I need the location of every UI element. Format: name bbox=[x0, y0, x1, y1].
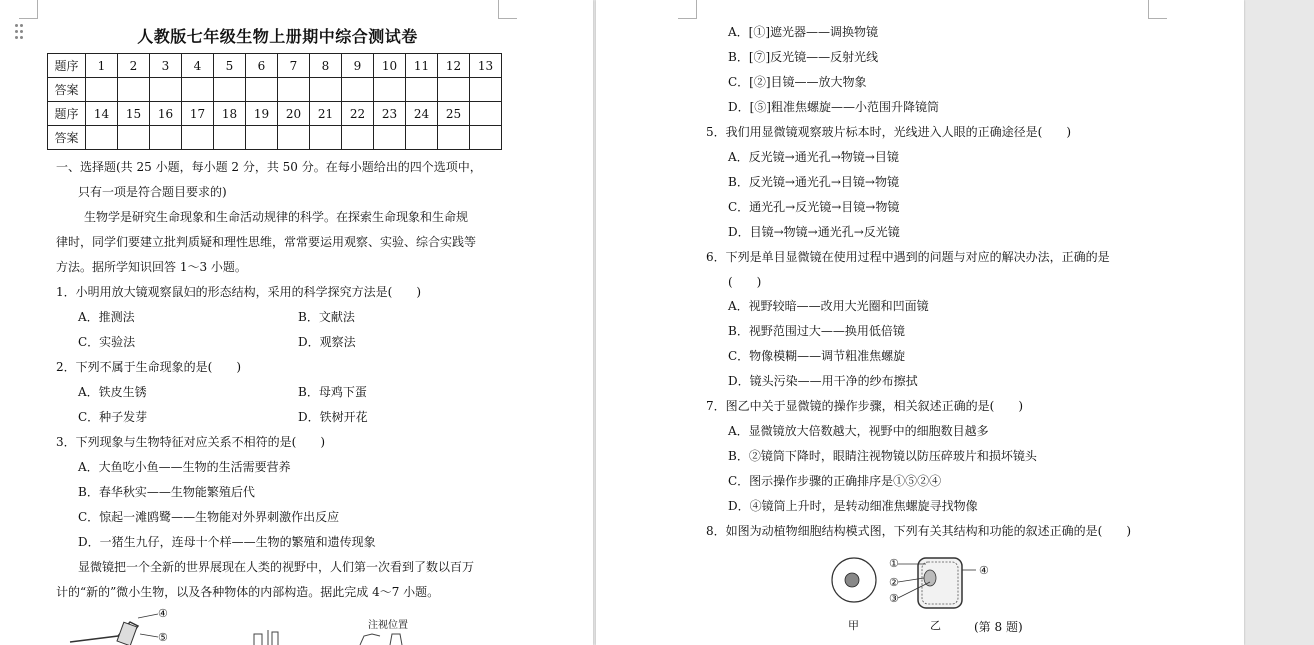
question-number: 1 bbox=[86, 54, 118, 78]
q2-option-d: D．铁树开花 bbox=[298, 410, 368, 424]
animal-nucleus bbox=[845, 573, 859, 587]
section-heading: 一、选择题(共 25 小题，每小题 2 分，共 50 分。在每小题给出的四个选项中， bbox=[56, 160, 482, 174]
question-number: 10 bbox=[374, 54, 406, 78]
question-1-stem: 1．小明用放大镜观察鼠妇的形态结构，采用的科学探究方法是( ) bbox=[56, 285, 422, 299]
question-number bbox=[470, 102, 502, 126]
answer-cell[interactable] bbox=[470, 78, 502, 102]
table-row bbox=[48, 126, 502, 150]
crop-mark bbox=[19, 0, 38, 19]
table-row bbox=[48, 102, 502, 126]
question-number: 4 bbox=[182, 54, 214, 78]
plant-cell bbox=[918, 558, 962, 608]
question-number: 7 bbox=[278, 54, 310, 78]
answer-cell[interactable] bbox=[310, 126, 342, 150]
question-number: 25 bbox=[438, 102, 470, 126]
intro-paragraph: 生物学是研究生命现象和生命活动规律的科学。在探索生命现象和生命规 bbox=[84, 210, 469, 224]
answer-cell[interactable] bbox=[118, 126, 150, 150]
figure-label-animal: 甲 bbox=[848, 619, 859, 632]
answer-cell[interactable] bbox=[470, 126, 502, 150]
row-label: 答案 bbox=[48, 78, 86, 102]
answer-cell[interactable] bbox=[118, 78, 150, 102]
answer-table bbox=[47, 53, 502, 150]
cell-diagram-figure bbox=[826, 552, 986, 622]
q1-option-c: C．实验法 bbox=[78, 335, 136, 349]
figure-label: ③ bbox=[889, 592, 899, 605]
answer-cell[interactable] bbox=[438, 78, 470, 102]
exam-page-1 bbox=[0, 0, 593, 645]
exam-page-2 bbox=[596, 0, 1244, 645]
answer-cell[interactable] bbox=[246, 78, 278, 102]
crop-mark bbox=[678, 0, 697, 19]
q1-option-b: B．文献法 bbox=[298, 310, 355, 324]
microscope-paragraph: 显微镜把一个全新的世界展现在人类的视野中，人们第一次看到了数以百万 bbox=[78, 560, 475, 574]
exam-title: 人教版七年级生物上册期中综合测试卷 bbox=[137, 27, 418, 46]
q3-option-d: D．一猪生九仔，连母十个样——生物的繁殖和遗传现象 bbox=[78, 535, 376, 549]
q2-option-c: C．种子发芽 bbox=[78, 410, 148, 424]
question-number: 24 bbox=[406, 102, 438, 126]
question-number: 3 bbox=[150, 54, 182, 78]
answer-cell[interactable] bbox=[278, 126, 310, 150]
microscope-step-figure bbox=[330, 630, 420, 645]
q5-option-a: A．反光镜→通光孔→物镜→目镜 bbox=[728, 150, 899, 164]
intro-paragraph: 方法。据所学知识回答 1～3 小题。 bbox=[56, 260, 247, 274]
row-label: 题序 bbox=[48, 102, 86, 126]
question-number: 13 bbox=[470, 54, 502, 78]
q4-option-c: C．[②]目镜——放大物象 bbox=[728, 75, 867, 89]
answer-cell[interactable] bbox=[182, 126, 214, 150]
q5-option-c: C．通光孔→反光镜→目镜→物镜 bbox=[728, 200, 900, 214]
answer-cell[interactable] bbox=[86, 78, 118, 102]
row-label: 题序 bbox=[48, 54, 86, 78]
q7-option-d: D．④镜筒上升时，是转动细准焦螺旋寻找物像 bbox=[728, 499, 978, 513]
q6-option-a: A．视野较暗——改用大光圈和凹面镜 bbox=[728, 299, 929, 313]
q5-option-d: D．目镜→物镜→通光孔→反光镜 bbox=[728, 225, 900, 239]
answer-cell[interactable] bbox=[182, 78, 214, 102]
figure-label: ② bbox=[889, 576, 899, 589]
figure-label: ④ bbox=[158, 607, 168, 620]
q1-option-d: D．观察法 bbox=[298, 335, 356, 349]
figure-label: 注视位置 bbox=[368, 620, 408, 631]
question-number: 17 bbox=[182, 102, 214, 126]
question-number: 9 bbox=[342, 54, 374, 78]
question-number: 18 bbox=[214, 102, 246, 126]
crop-mark bbox=[498, 0, 517, 19]
question-number: 16 bbox=[150, 102, 182, 126]
drag-handle-icon[interactable] bbox=[15, 24, 25, 40]
microscope-paragraph: 计的“新的”微小生物，以及各种物体的内部构造。据此完成 4～7 小题。 bbox=[56, 585, 440, 599]
question-number: 6 bbox=[246, 54, 278, 78]
question-3-stem: 3．下列现象与生物特征对应关系不相符的是( ) bbox=[56, 435, 325, 449]
figure-label-plant: 乙 bbox=[930, 619, 941, 632]
answer-cell[interactable] bbox=[438, 126, 470, 150]
answer-cell[interactable] bbox=[150, 126, 182, 150]
intro-paragraph: 律时，同学们要建立批判质疑和理性思维，常常要运用观察、实验、综合实践等 bbox=[56, 235, 477, 249]
q4-option-b: B．[⑦]反光镜——反射光线 bbox=[728, 50, 879, 64]
q4-option-d: D．[⑤]粗准焦螺旋——小范围升降镜筒 bbox=[728, 100, 939, 114]
q7-option-b: B．②镜筒下降时，眼睛注视物镜以防压碎玻片和损坏镜头 bbox=[728, 449, 1037, 463]
crop-mark bbox=[1148, 0, 1167, 19]
answer-cell[interactable] bbox=[374, 78, 406, 102]
q3-option-a: A．大鱼吃小鱼——生物的生活需要营养 bbox=[78, 460, 291, 474]
q3-option-c: C．惊起一滩鸥鹭——生物能对外界刺激作出反应 bbox=[78, 510, 340, 524]
question-number: 11 bbox=[406, 54, 438, 78]
answer-cell[interactable] bbox=[86, 126, 118, 150]
answer-cell[interactable] bbox=[310, 78, 342, 102]
figure-label: ① bbox=[889, 557, 899, 570]
question-number: 15 bbox=[118, 102, 150, 126]
q1-option-a: A．推测法 bbox=[78, 310, 135, 324]
question-number: 21 bbox=[310, 102, 342, 126]
question-number: 12 bbox=[438, 54, 470, 78]
question-6-stem-cont: ( ) bbox=[728, 275, 762, 289]
answer-cell[interactable] bbox=[246, 126, 278, 150]
table-row bbox=[48, 54, 502, 78]
table-row bbox=[48, 78, 502, 102]
answer-cell[interactable] bbox=[406, 78, 438, 102]
figure-label: ⑤ bbox=[158, 631, 168, 644]
q6-option-b: B．视野范围过大——换用低倍镜 bbox=[728, 324, 905, 338]
question-2-stem: 2．下列不属于生命现象的是( ) bbox=[56, 360, 241, 374]
answer-cell[interactable] bbox=[214, 126, 246, 150]
q7-option-a: A．显微镜放大倍数越大，视野中的细胞数目越多 bbox=[728, 424, 989, 438]
answer-cell[interactable] bbox=[342, 126, 374, 150]
question-number: 22 bbox=[342, 102, 374, 126]
question-number: 14 bbox=[86, 102, 118, 126]
q5-option-b: B．反光镜→通光孔→目镜→物镜 bbox=[728, 175, 899, 189]
figure-caption: (第 8 题) bbox=[974, 620, 1023, 634]
figure-label: ④ bbox=[979, 564, 989, 577]
question-number: 19 bbox=[246, 102, 278, 126]
q2-option-b: B．母鸡下蛋 bbox=[298, 385, 367, 399]
section-heading-cont: 只有一项是符合题目要求的) bbox=[78, 185, 227, 199]
q3-option-b: B．春华秋实——生物能繁殖后代 bbox=[78, 485, 255, 499]
question-6-stem: 6．下列是单目显微镜在使用过程中遇到的问题与对应的解决办法，正确的是 bbox=[706, 250, 1110, 264]
row-label: 答案 bbox=[48, 126, 86, 150]
answer-cell[interactable] bbox=[278, 78, 310, 102]
microscope-figure bbox=[60, 604, 170, 645]
answer-cell[interactable] bbox=[406, 126, 438, 150]
q2-option-a: A．铁皮生锈 bbox=[78, 385, 147, 399]
q6-option-d: D．镜头污染——用干净的纱布擦拭 bbox=[728, 374, 918, 388]
microscope-step-figure bbox=[248, 628, 288, 645]
q4-option-a: A．[①]遮光器——调换物镜 bbox=[728, 25, 879, 39]
plant-nucleus bbox=[924, 570, 936, 586]
answer-cell[interactable] bbox=[150, 78, 182, 102]
question-7-stem: 7．图乙中关于显微镜的操作步骤，相关叙述正确的是( ) bbox=[706, 399, 1024, 413]
q7-option-c: C．图示操作步骤的正确排序是①⑤②④ bbox=[728, 474, 942, 488]
answer-cell[interactable] bbox=[342, 78, 374, 102]
question-number: 20 bbox=[278, 102, 310, 126]
answer-cell[interactable] bbox=[374, 126, 406, 150]
question-5-stem: 5．我们用显微镜观察玻片标本时，光线进入人眼的正确途径是( ) bbox=[706, 125, 1072, 139]
answer-cell[interactable] bbox=[214, 78, 246, 102]
q6-option-c: C．物像模糊——调节粗准焦螺旋 bbox=[728, 349, 906, 363]
question-8-stem: 8．如图为动植物细胞结构模式图，下列有关其结构和功能的叙述正确的是( ) bbox=[706, 524, 1132, 538]
question-number: 8 bbox=[310, 54, 342, 78]
question-number: 23 bbox=[374, 102, 406, 126]
question-number: 2 bbox=[118, 54, 150, 78]
question-number: 5 bbox=[214, 54, 246, 78]
